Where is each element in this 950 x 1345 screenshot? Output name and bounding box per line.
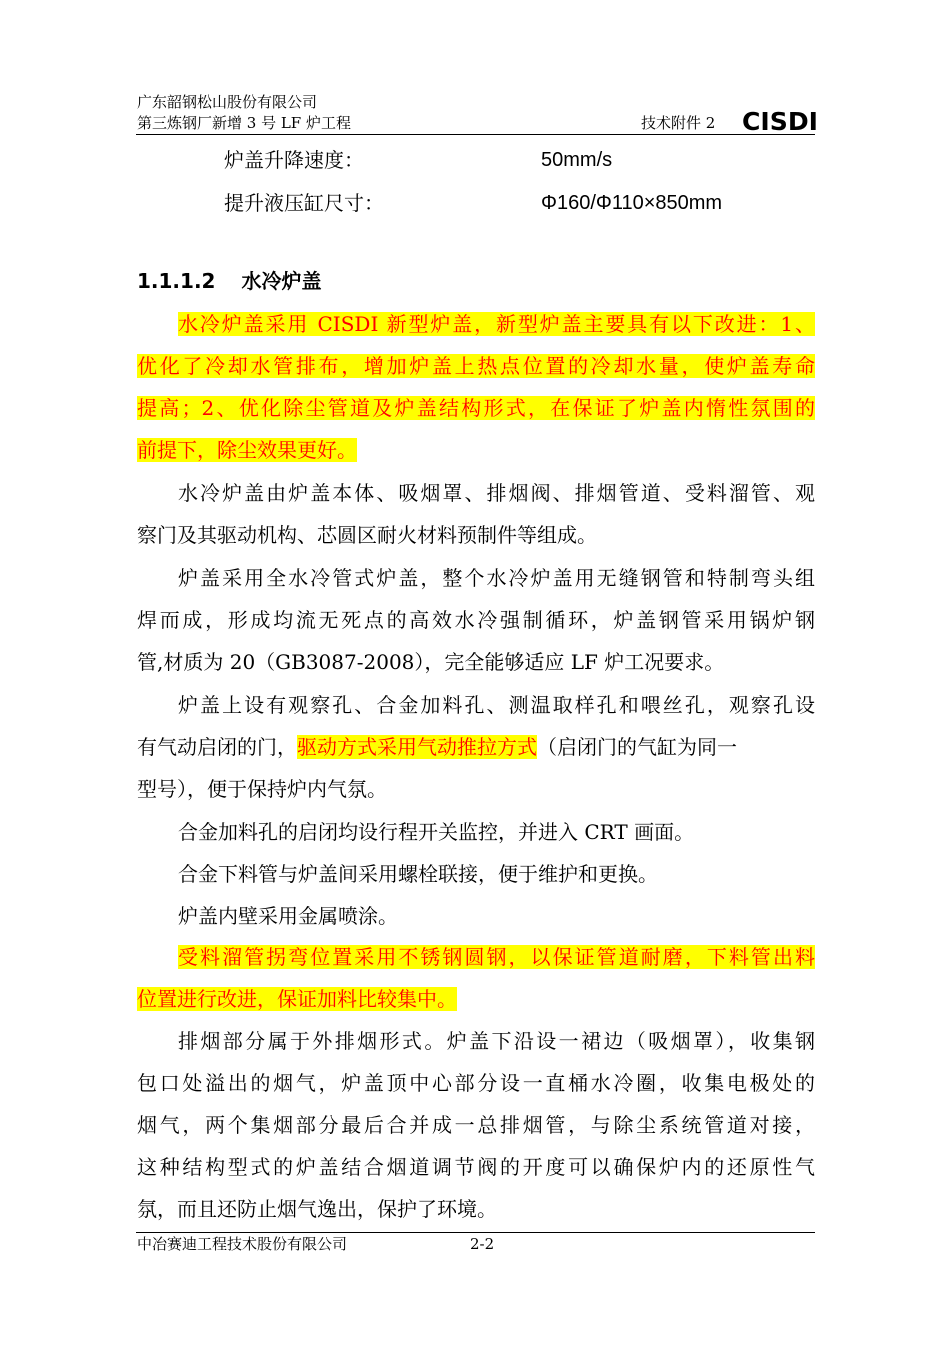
para9-line1: 排烟部分属于外排烟形式。炉盖下沿设一裙边（吸烟罩），收集钢 xyxy=(178,1029,815,1053)
highlight-drive-mode: 驱动方式采用气动推拉方式 xyxy=(297,735,537,759)
logo-text: CISDI xyxy=(742,108,818,134)
spec-label-lift-speed: 炉盖升降速度： xyxy=(224,148,364,172)
para9-line5: 氛，而且还防止烟气逸出，保护了环境。 xyxy=(137,1197,497,1221)
para7-line1: 炉盖内壁采用金属喷涂。 xyxy=(178,904,398,928)
para1-line3: 提高；2、优化除尘管道及炉盖结构形式，在保证了炉盖内惰性氛围的 xyxy=(137,396,815,420)
para8-line2: 位置进行改进，保证加料比较集中。 xyxy=(137,987,457,1011)
para1-line1: 水冷炉盖采用 CISDI 新型炉盖，新型炉盖主要具有以下改进：1、 xyxy=(178,312,815,336)
header-divider xyxy=(136,134,815,135)
para2-line1: 水冷炉盖由炉盖本体、吸烟罩、排烟阀、排烟管道、受料溜管、观 xyxy=(178,481,815,505)
para5-line1: 合金加料孔的启闭均设行程开关监控，并进入 CRT 画面。 xyxy=(178,820,695,844)
header-project: 第三炼钢厂新增 3 号 LF 炉工程 xyxy=(137,114,351,132)
para4-line2: 有气动启闭的门，驱动方式采用气动推拉方式（启闭门的气缸为同一 xyxy=(137,735,737,759)
page-number: 2-2 xyxy=(470,1235,495,1253)
para3-line3: 管,材质为 20（GB3087-2008），完全能够适应 LF 炉工况要求。 xyxy=(137,650,725,674)
section-number: 1.1.1.2 xyxy=(137,269,216,293)
para3-line2: 焊而成，形成均流无死点的高效水冷强制循环，炉盖钢管采用锅炉钢 xyxy=(137,608,815,632)
footer-company: 中冶赛迪工程技术股份有限公司 xyxy=(137,1235,348,1253)
section-heading xyxy=(137,268,321,294)
para4-line3: 型号），便于保持炉内气氛。 xyxy=(137,777,387,801)
header-attachment: 技术附件 2 xyxy=(641,114,716,132)
para9-line3: 烟气，两个集烟部分最后合并成一总排烟管，与除尘系统管道对接， xyxy=(137,1113,815,1137)
para9-line4: 这种结构型式的炉盖结合烟道调节阀的开度可以确保炉内的还原性气 xyxy=(137,1155,815,1179)
header-company: 广东韶钢松山股份有限公司 xyxy=(137,93,318,111)
section-title: 水冷炉盖 xyxy=(241,269,322,293)
para4-line1: 炉盖上设有观察孔、合金加料孔、测温取样孔和喂丝孔，观察孔设 xyxy=(178,693,815,717)
para1-line4: 前提下，除尘效果更好。 xyxy=(137,438,357,462)
spec-value-cylinder-size: Φ160/Φ110×850mm xyxy=(541,192,723,214)
spec-label-cylinder-size: 提升液压缸尺寸： xyxy=(224,191,384,215)
cisdi-logo xyxy=(742,108,818,134)
para2-line2: 察门及其驱动机构、芯圆区耐火材料预制件等组成。 xyxy=(137,523,597,547)
para3-line1: 炉盖采用全水冷管式炉盖，整个水冷炉盖用无缝钢管和特制弯头组 xyxy=(178,566,815,590)
footer-divider xyxy=(136,1232,815,1233)
para1-line2: 优化了冷却水管排布，增加炉盖上热点位置的冷却水量，使炉盖寿命 xyxy=(137,354,815,378)
spec-value-lift-speed: 50mm/s xyxy=(541,149,613,171)
para6-line1: 合金下料管与炉盖间采用螺栓联接，便于维护和更换。 xyxy=(178,862,658,886)
para8-line1: 受料溜管拐弯位置采用不锈钢圆钢，以保证管道耐磨，下料管出料 xyxy=(178,945,815,969)
para9-line2: 包口处溢出的烟气，炉盖顶中心部分设一直桶水冷圈，收集电极处的 xyxy=(137,1071,815,1095)
